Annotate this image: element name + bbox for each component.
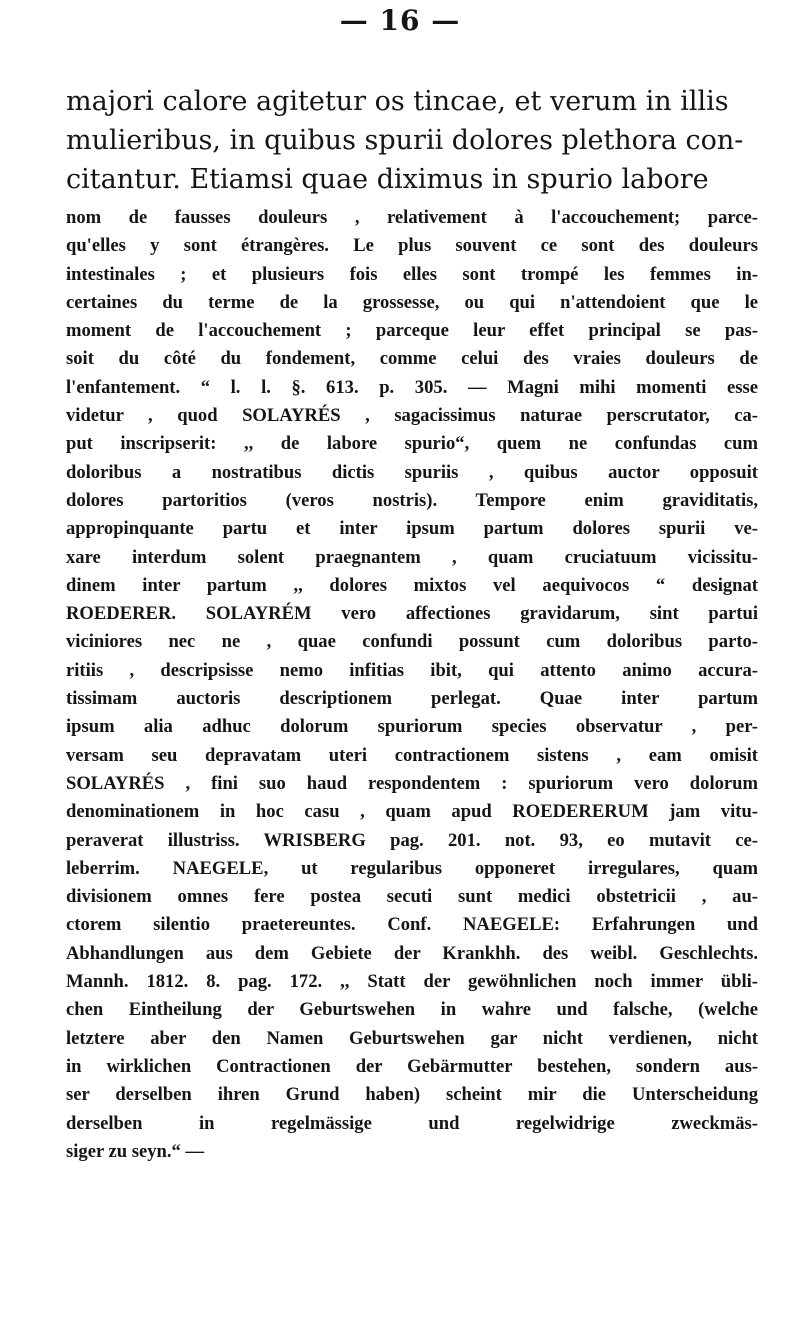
body-line: Mannh. 1812. 8. pag. 172. ,, Statt der gewöhnlichen noch immer übli- [66, 971, 758, 993]
body-line: dolores partoritios (veros nostris). Tempore enim graviditatis, [66, 489, 758, 511]
body-line: put inscripserit: ,, de labore spurio“, quem ne confundas cum [66, 433, 758, 455]
body-line: divisionem omnes fere postea secuti sunt medici obstetricii , au- [66, 886, 758, 908]
body-line: peraverat illustriss. WRISBERG pag. 201. not. 93, eo mutavit ce- [66, 829, 758, 851]
body-line: viciniores nec ne , quae confundi possunt cum doloribus parto- [66, 631, 758, 653]
body-line: versam seu depravatam uteri contractionem sistens , eam omisit [66, 744, 758, 766]
body-line: letztere aber den Namen Geburtswehen gar nicht verdienen, nicht [66, 1027, 758, 1049]
body-line: videtur , quod SOLAYRÉS , sagacissimus naturae perscrutator, ca- [66, 405, 758, 427]
body-line: ritiis , descripsisse nemo infitias ibit, qui attento animo accura- [66, 659, 758, 681]
lead-line: citantur. Etiamsi quae diximus in spurio labore [66, 164, 709, 195]
body-line: siger zu seyn.“ — [66, 1140, 205, 1162]
body-line: ROEDERER. SOLAYRÉM vero affectiones gravidarum, sint partui [66, 603, 758, 625]
body-line: certaines du terme de la grossesse, ou qui n'attendoient que le [66, 291, 758, 313]
footnote-body [66, 204, 758, 1166]
body-line: chen Eintheilung der Geburtswehen in wahre und falsche, (welche [66, 999, 758, 1021]
body-line: ctorem silentio praetereuntes. Conf. NAEGELE: Erfahrungen und [66, 914, 758, 936]
body-line: denominationem in hoc casu , quam apud ROEDERERUM jam vitu- [66, 801, 758, 823]
lead-line: mulieribus, in quibus spurii dolores plethora con- [66, 125, 744, 156]
body-line: SOLAYRÉS , fini suo haud respondentem : spuriorum vero dolorum [66, 772, 758, 794]
body-line: tissimam auctoris descriptionem perlegat. Quae inter partum [66, 688, 758, 710]
body-line: Abhandlungen aus dem Gebiete der Krankhh. des weibl. Geschlechts. [66, 942, 758, 964]
body-line: derselben in regelmässige und regelwidrige zweckmäs- [66, 1112, 758, 1134]
body-line: intestinales ; et plusieurs fois elles sont trompé les femmes in- [66, 263, 758, 285]
body-line: nom de fausses douleurs , relativement à l'accouchement; parce- [66, 207, 758, 228]
lead-paragraph [66, 82, 756, 199]
lead-line: majori calore agitetur os tincae, et verum in illis [66, 86, 729, 117]
body-line: xare interdum solent praegnantem , quam cruciatuum vicissitu- [66, 546, 758, 568]
body-line: ipsum alia adhuc dolorum spuriorum species observatur , per- [66, 716, 758, 738]
body-line: doloribus a nostratibus dictis spuriis , quibus auctor opposuit [66, 461, 758, 483]
body-line: soit du côté du fondement, comme celui des vraies douleurs de [66, 348, 758, 370]
body-line: leberrim. NAEGELE, ut regularibus opponeret irregulares, quam [66, 857, 758, 879]
body-line: dinem inter partum ,, dolores mixtos vel aequivocos “ designat [66, 574, 758, 596]
body-line: l'enfantement. “ l. l. §. 613. p. 305. — Magni mihi momenti esse [66, 376, 758, 398]
body-line: in wirklichen Contractionen der Gebärmutter bestehen, sondern aus- [66, 1055, 758, 1077]
body-line: appropinquante partu et inter ipsum partum dolores spurii ve- [66, 518, 758, 540]
body-line: ser derselben ihren Grund haben) scheint mir die Unterscheidung [66, 1084, 758, 1106]
body-line: moment de l'accouchement ; parceque leur effet principal se pas- [66, 320, 758, 342]
body-line: qu'elles y sont étrangères. Le plus souvent ce sont des douleurs [66, 235, 758, 257]
page-number: — 16 — [339, 4, 461, 37]
